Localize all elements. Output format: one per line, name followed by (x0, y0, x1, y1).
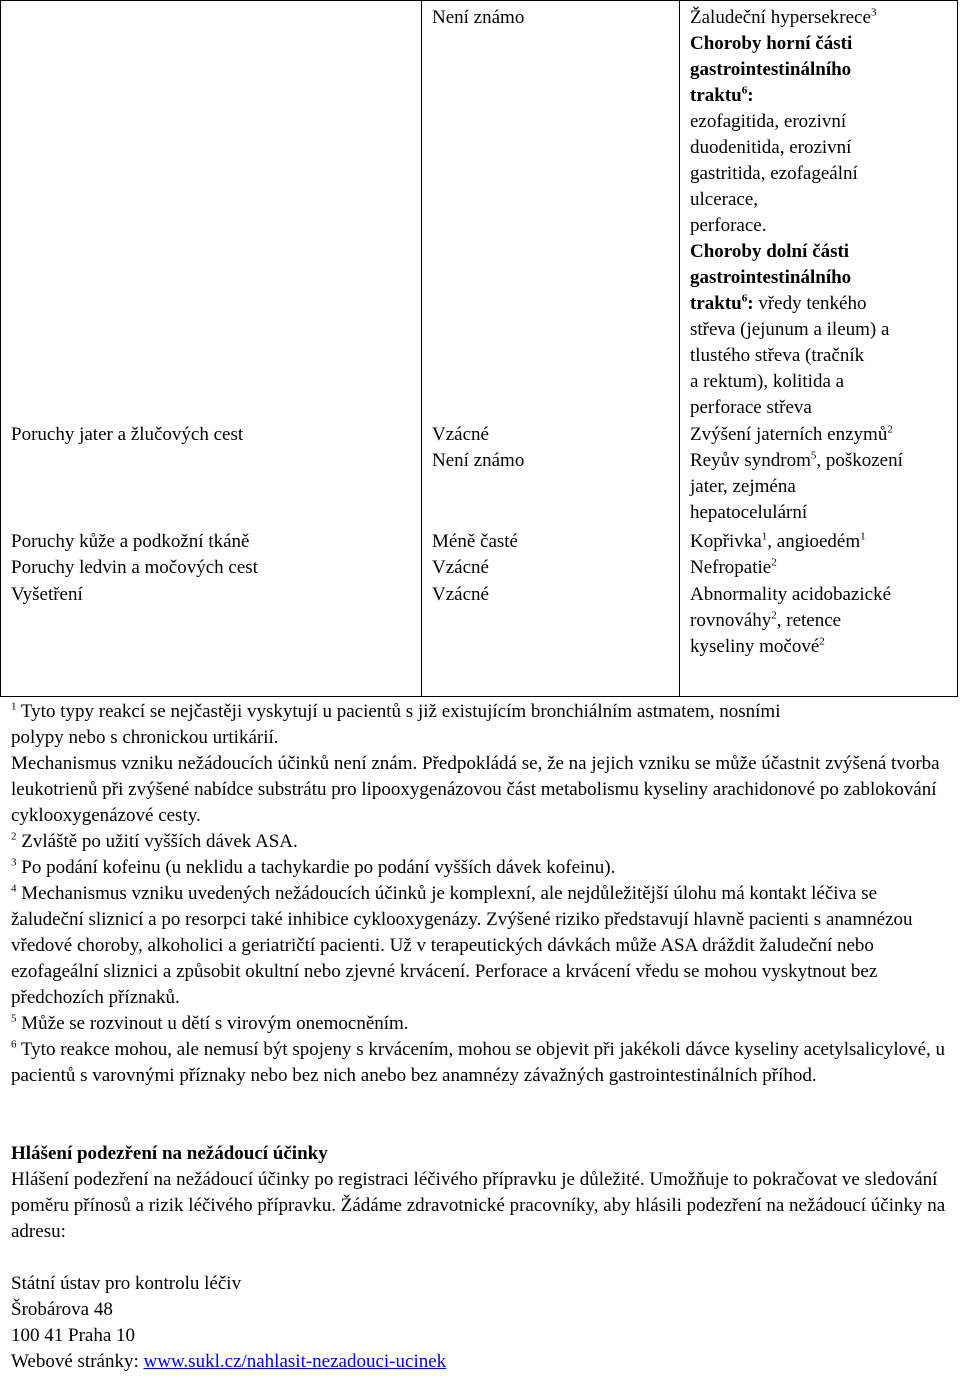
footnote-ref: 1 (860, 530, 866, 543)
organ-class-cell: Poruchy kůže a podkožní tkáně (11, 531, 250, 552)
reporting-section (11, 1141, 951, 1375)
effect-text: tlustého střeva (tračník (690, 345, 865, 366)
effect-text: gastritida, ezofageální (690, 163, 858, 184)
effects-cell (690, 529, 955, 555)
effect-text: Reyův syndrom (690, 450, 811, 471)
organ-class-cell: Poruchy ledvin a močových cest (11, 557, 258, 578)
footnote-number: 4 (11, 882, 17, 895)
footnote-ref: 6 (741, 292, 748, 305)
frequency-cell: Méně časté (432, 531, 518, 552)
frequency-cell: Není známo (432, 7, 525, 28)
punctuation: : (747, 85, 754, 106)
effect-text: Zvýšení jaterních enzymů (690, 424, 888, 445)
footnote-number: 5 (11, 1012, 17, 1025)
footnote-ref: 1 (761, 530, 768, 543)
effect-heading: gastrointestinálního (690, 267, 852, 288)
frequency-cell: Vzácné (432, 557, 489, 578)
effect-text: duodenitida, erozivní (690, 137, 852, 158)
footnote-text: Tyto reakce mohou, ale nemusí být spojeny s krvácením, mohou se objevit při jakékoli dávce kyseliny acetylsalicylové, u pacientů s varovnými příznaky nebo bez nich anebo bez anamnézy závažných gastrointestinálních příhod. (11, 1039, 946, 1086)
effect-text: , retence (776, 610, 842, 631)
footnote-ref: 3 (870, 6, 877, 19)
address-line: Státní ústav pro kontrolu léčiv (11, 1273, 242, 1294)
footnote-text: Může se rozvinout u dětí s virovým onemocněním. (16, 1013, 409, 1034)
effects-cell (690, 582, 955, 660)
column-divider (421, 1, 422, 697)
address-line: 100 41 Praha 10 (11, 1325, 136, 1346)
footnote-number: 3 (11, 856, 17, 869)
website-link[interactable]: www.sukl.cz/nahlasit-nezadouci-ucinek (143, 1351, 447, 1372)
effect-heading: traktu (690, 85, 742, 106)
punctuation: : (747, 293, 754, 314)
effect-text: , poškození (816, 450, 903, 471)
column-divider (679, 1, 680, 697)
effect-text: , angioedém (767, 531, 861, 552)
effect-text: Žaludeční hypersekrece (690, 7, 871, 28)
footnote-ref: 2 (771, 609, 777, 622)
effect-text: ezofagitida, erozivní (690, 111, 847, 132)
footnote-1 (11, 699, 951, 751)
effect-heading: Choroby horní části (690, 33, 853, 54)
footnote-text: Zvláště po užití vyšších dávek ASA. (16, 831, 298, 852)
footnotes (11, 699, 951, 1089)
effect-text: hepatocelulární (690, 502, 808, 523)
section-heading: Hlášení podezření na nežádoucí účinky (11, 1143, 328, 1164)
footnote-4 (11, 881, 951, 1011)
section-text: Hlášení podezření na nežádoucí účinky po registraci léčivého přípravku je důležité. Umožňuje to pokračovat ve sledování poměru přínosů a rizik léčivého přípravku. Žádáme zdravotnické pracovníky, aby hlásili podezření na nežádoucí účinky na adresu: (11, 1169, 946, 1242)
effect-text: perforace střeva (690, 397, 812, 418)
footnote-ref: 6 (741, 84, 748, 97)
effect-text: ulcerace, (690, 189, 759, 210)
footnote-6 (11, 1037, 951, 1089)
effect-text: střeva (jejunum a ileum) a (690, 319, 890, 340)
website-label: Webové stránky: (11, 1351, 144, 1372)
frequency-cell: Vzácné (432, 584, 489, 605)
footnote-text: Mechanismus vzniku uvedených nežádoucích účinků je komplexní, ale nejdůležitější úlohu má kontakt léčiva se žaludeční sliznicí a po resorpci také inhibice cyklooxygenázy. Zvýšené riziko představují hlavně pacienti s anamnézou vředové choroby, alkoholici a geriatričtí pacienti. Už v terapeutických dávkách může ASA dráždit žaludeční nebo ezofageální sliznici a způsobit okultní nebo zjevné krvácení. Perforace a krvácení vředu se mohou vyskytnout bez předchozích příznaků. (11, 883, 913, 1008)
effect-text: Nefropatie (690, 557, 772, 578)
effect-text: Kopřivka (690, 531, 762, 552)
effect-text: a rektum), kolitida a (690, 371, 845, 392)
footnote-ref: 2 (771, 556, 777, 569)
spacer (11, 1245, 951, 1271)
footnote-text: polypy nebo s chronickou urtikárií. (11, 727, 279, 748)
footnote-ref: 5 (810, 449, 817, 462)
effect-text: kyseliny močové (690, 636, 820, 657)
effects-cell (690, 555, 955, 581)
effect-text: rovnováhy (690, 610, 772, 631)
footnote-number: 6 (11, 1038, 17, 1051)
effects-cell (690, 448, 955, 526)
footnote-number: 1 (11, 700, 17, 713)
effect-text: perforace. (690, 215, 767, 236)
effect-heading: traktu (690, 293, 742, 314)
effect-heading: gastrointestinálního (690, 59, 852, 80)
footnote-text: Po podání kofeinu (u neklidu a tachykardie po podání vyšších dávek kofeinu). (16, 857, 616, 878)
frequency-cell: Není známo (432, 450, 525, 471)
effect-heading: Choroby dolní části (690, 241, 850, 262)
effect-text: Abnormality acidobazické (690, 584, 892, 605)
effect-text: jater, zejména (690, 476, 796, 497)
effects-cell (690, 5, 955, 421)
footnote-number: 2 (11, 830, 17, 843)
effect-text: vředy tenkého (753, 293, 867, 314)
footnote-text: Tyto typy reakcí se nejčastěji vyskytují u pacientů s již existujícím bronchiálním astmatem, nosními (16, 701, 781, 722)
effects-cell (690, 422, 955, 448)
footnote-ref: 2 (887, 423, 893, 436)
footnote-1-mechanism: Mechanismus vzniku nežádoucích účinků není znám. Předpokládá se, že na jejich vzniku se může účastnit zvýšená tvorba leukotrienů při zvýšené nabídce substrátu pro lipooxygenázovou část metabolismu kyseliny arachidonové po zablokování cyklooxygenázové cesty. (11, 753, 940, 826)
website-line (11, 1349, 951, 1375)
footnote-5 (11, 1011, 951, 1037)
organ-class-cell: Poruchy jater a žlučových cest (11, 424, 244, 445)
footnote-3 (11, 855, 951, 881)
address-line: Šrobárova 48 (11, 1299, 113, 1320)
organ-class-cell: Vyšetření (11, 584, 83, 605)
footnote-ref: 2 (819, 635, 825, 648)
footnote-2 (11, 829, 951, 855)
frequency-cell: Vzácné (432, 424, 489, 445)
